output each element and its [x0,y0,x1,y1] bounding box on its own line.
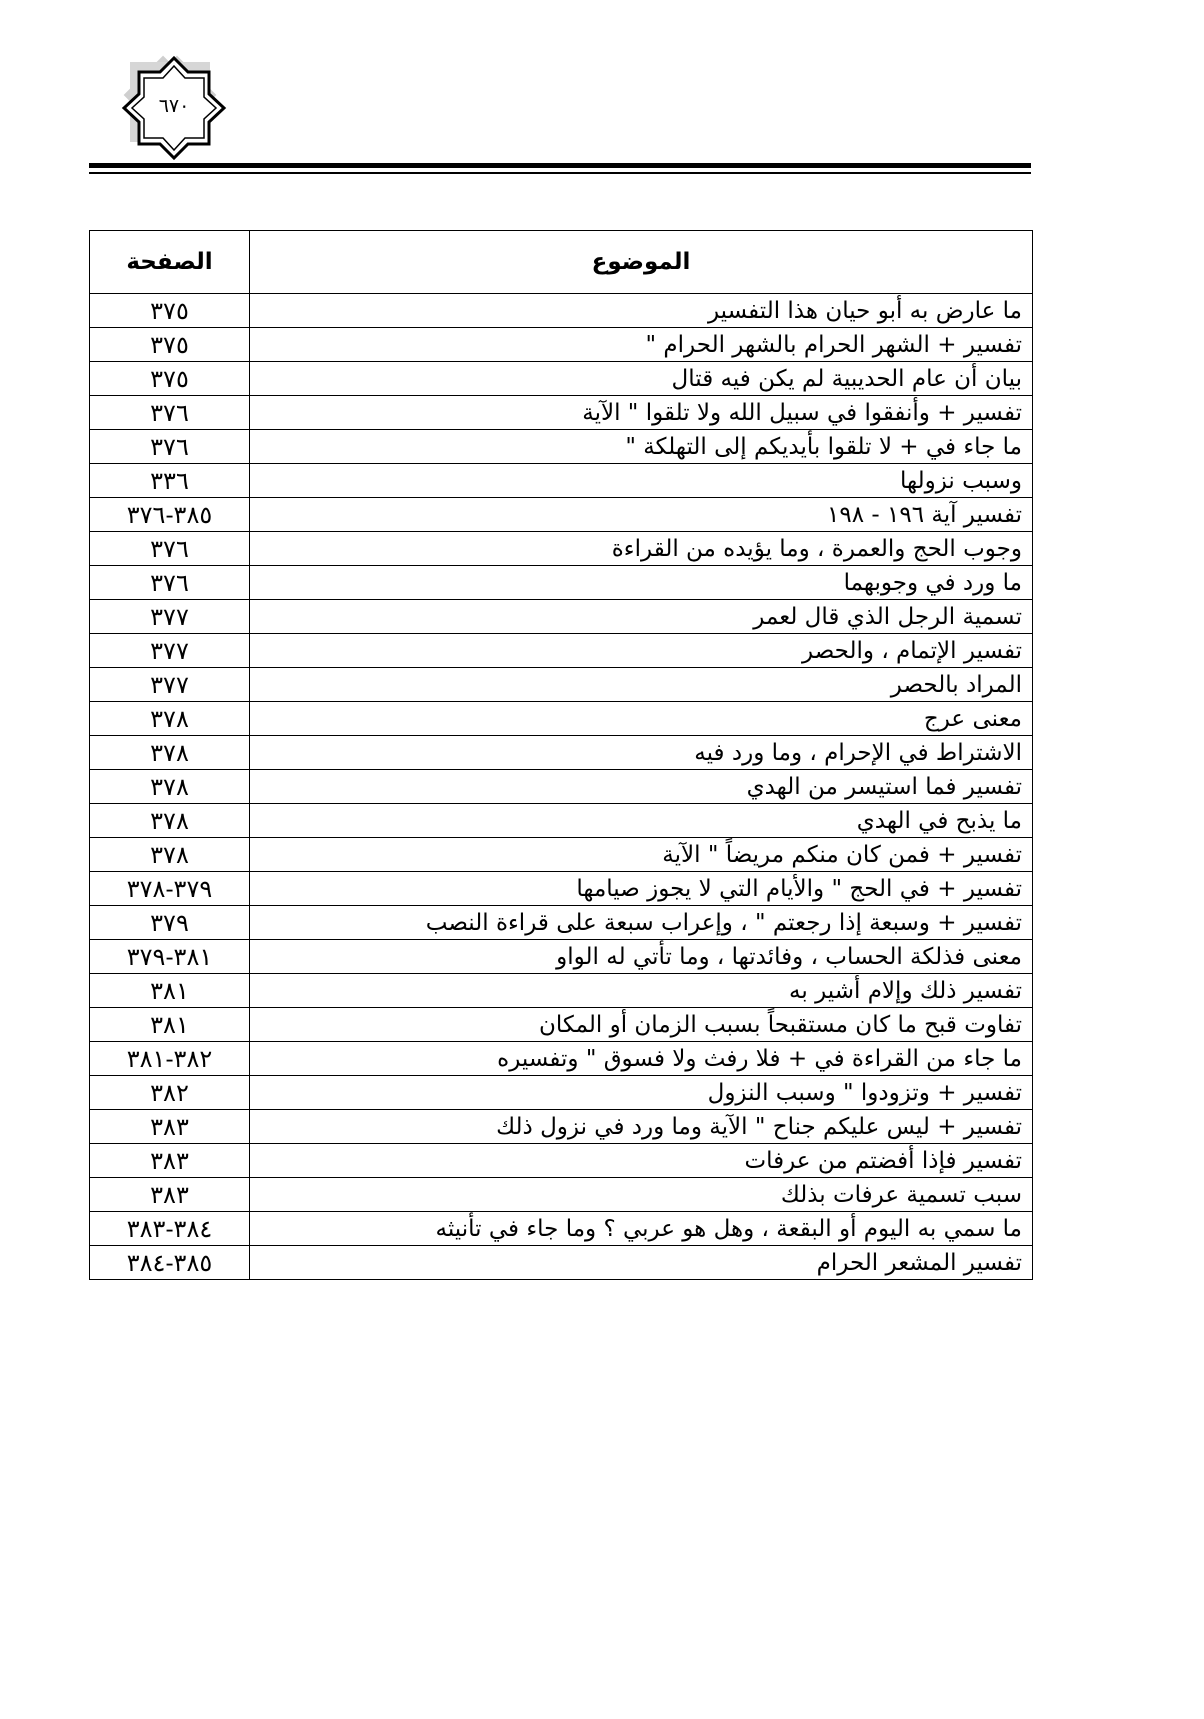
row-page: ٣٧٦ [90,396,250,430]
header-rule-thin [89,172,1031,174]
row-topic: تفسير + وأنفقوا في سبيل الله ولا تلقوا " الآية [250,396,1033,430]
row-page: ٣٧٥ [90,362,250,396]
row-topic: تفاوت قبح ما كان مستقبحاً بسبب الزمان أو المكان [250,1008,1033,1042]
table-row [90,974,1033,1008]
row-topic: تفسير + وتزودوا " وسبب النزول [250,1076,1033,1110]
table-row [90,464,1033,498]
row-topic: تفسير + وسبعة إذا رجعتم " ، وإعراب سبعة على قراءة النصب [250,906,1033,940]
table-row [90,1212,1033,1246]
row-topic: تفسير ذلك وإلام أشير به [250,974,1033,1008]
row-page: ٣٨٣ [90,1178,250,1212]
table-row [90,804,1033,838]
header-topic: الموضوع [250,231,1033,294]
table-row [90,566,1033,600]
row-topic: بيان أن عام الحديبية لم يكن فيه قتال [250,362,1033,396]
row-topic: سبب تسمية عرفات بذلك [250,1178,1033,1212]
row-page: ٣٨١ [90,1008,250,1042]
row-page: ٣٧٨ [90,838,250,872]
table-row [90,600,1033,634]
row-page: ٣٧٦ [90,430,250,464]
row-page: ٣٨٤-٣٨٣ [90,1212,250,1246]
row-topic: ما جاء في + لا تلقوا بأيديكم إلى التهلكة " [250,430,1033,464]
table-header-row [90,231,1033,294]
table-row [90,328,1033,362]
row-page: ٣٧٥ [90,328,250,362]
row-page: ٣٧٩ [90,906,250,940]
row-page: ٣٨٣ [90,1110,250,1144]
row-topic: ما جاء من القراءة في + فلا رفث ولا فسوق " وتفسيره [250,1042,1033,1076]
row-page: ٣٧٦ [90,566,250,600]
row-page: ٣٧٧ [90,668,250,702]
row-page: ٣٧٩-٣٧٨ [90,872,250,906]
table-row [90,702,1033,736]
row-page: ٣٧٨ [90,770,250,804]
table-row [90,1246,1033,1280]
row-page: ٣٨٢ [90,1076,250,1110]
row-topic: معنى فذلكة الحساب ، وفائدتها ، وما تأتي له الواو [250,940,1033,974]
row-page: ٣٧٦ [90,532,250,566]
page-number-badge [104,46,240,166]
table-row [90,294,1033,328]
row-topic: ما ورد في وجوبهما [250,566,1033,600]
row-page: ٣٨١ [90,974,250,1008]
row-page: ٣٨٢-٣٨١ [90,1042,250,1076]
table-row [90,1042,1033,1076]
row-page: ٣٧٧ [90,634,250,668]
row-page: ٣٣٦ [90,464,250,498]
table-row [90,770,1033,804]
row-page: ٣٨٥-٣٨٤ [90,1246,250,1280]
row-topic: تفسير الإتمام ، والحصر [250,634,1033,668]
row-page: ٣٨١-٣٧٩ [90,940,250,974]
row-page: ٣٧٧ [90,600,250,634]
row-page: ٣٧٥ [90,294,250,328]
row-topic: تفسير + ليس عليكم جناح " الآية وما ورد في نزول ذلك [250,1110,1033,1144]
table-row [90,362,1033,396]
row-topic: ما سمي به اليوم أو البقعة ، وهل هو عربي ؟ وما جاء في تأنيثه [250,1212,1033,1246]
table-row [90,736,1033,770]
table-row [90,668,1033,702]
table-row [90,430,1033,464]
row-topic: تفسير آية ١٩٦ - ١٩٨ [250,498,1033,532]
table-row [90,1178,1033,1212]
row-topic: تفسير + الشهر الحرام بالشهر الحرام " [250,328,1033,362]
row-page: ٣٧٨ [90,804,250,838]
row-page: ٣٧٨ [90,736,250,770]
table-row [90,872,1033,906]
row-topic: ما عارض به أبو حيان هذا التفسير [250,294,1033,328]
row-topic: ما يذبح في الهدي [250,804,1033,838]
table-body [90,294,1033,1280]
row-page: ٣٨٥-٣٧٦ [90,498,250,532]
row-topic: تفسير فما استيسر من الهدي [250,770,1033,804]
table-row [90,1076,1033,1110]
table-row [90,940,1033,974]
header-rule-thick [89,163,1031,168]
row-topic: وسبب نزولها [250,464,1033,498]
table-row [90,396,1033,430]
row-topic: تسمية الرجل الذي قال لعمر [250,600,1033,634]
row-topic: معنى عرج [250,702,1033,736]
row-topic: وجوب الحج والعمرة ، وما يؤيده من القراءة [250,532,1033,566]
row-page: ٣٧٨ [90,702,250,736]
table-row [90,1144,1033,1178]
row-topic: تفسير + فمن كان منكم مريضاً " الآية [250,838,1033,872]
table-row [90,498,1033,532]
row-topic: الاشتراط في الإحرام ، وما ورد فيه [250,736,1033,770]
row-topic: المراد بالحصر [250,668,1033,702]
contents-table [89,230,1033,1280]
table-row [90,634,1033,668]
table-row [90,1110,1033,1144]
row-page: ٣٨٣ [90,1144,250,1178]
header-page: الصفحة [90,231,250,294]
table-row [90,838,1033,872]
page-number: ٦٧٠ [158,95,190,117]
row-topic: تفسير + في الحج " والأيام التي لا يجوز صيامها [250,872,1033,906]
row-topic: تفسير فإذا أفضتم من عرفات [250,1144,1033,1178]
row-topic: تفسير المشعر الحرام [250,1246,1033,1280]
table-row [90,532,1033,566]
table-row [90,906,1033,940]
table-row [90,1008,1033,1042]
